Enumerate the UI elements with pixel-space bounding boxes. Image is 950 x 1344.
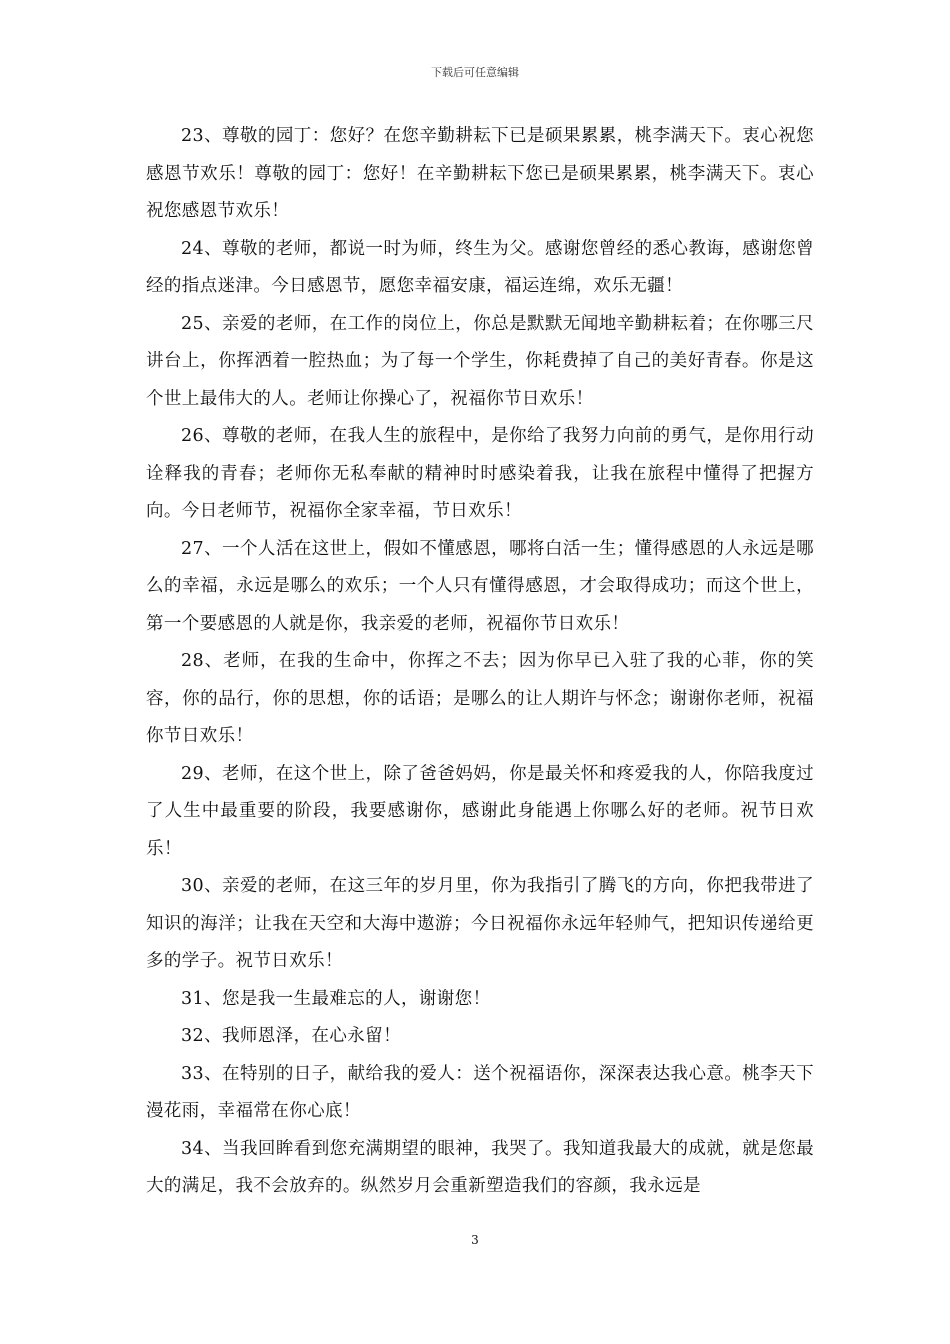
paragraph-26: 26、尊敬的老师，在我人生的旅程中，是你给了我努力向前的勇气，是你用行动诠释我的青春；老师你无私奉献的精神时时感染着我，让我在旅程中懂得了把握方向。今日老师节，祝福你全家幸福，节日欢乐！ [146, 426, 814, 521]
paragraph-23: 23、尊敬的园丁：您好？在您辛勤耕耘下已是硕果累累，桃李满天下。衷心祝您感恩节欢乐！尊敬的园丁：您好！在辛勤耕耘下您已是硕果累累，桃李满天下。衷心祝您感恩节欢乐！ [146, 126, 814, 221]
paragraph-29: 29、老师，在这个世上，除了爸爸妈妈，你是最关怀和疼爱我的人，你陪我度过了人生中最重要的阶段，我要感谢你，感谢此身能遇上你哪么好的老师。祝节日欢乐！ [146, 763, 814, 859]
document-body [146, 118, 814, 1206]
paragraph-28: 28、老师，在我的生命中，你挥之不去；因为你早已入驻了我的心菲，你的笑容，你的品行，你的思想，你的话语；是哪么的让人期许与怀念；谢谢你老师，祝福你节日欢乐！ [146, 651, 814, 746]
paragraph-25: 25、亲爱的老师，在工作的岗位上，你总是默默无闻地辛勤耕耘着；在你哪三尺讲台上，你挥洒着一腔热血；为了每一个学生，你耗费掉了自己的美好青春。你是这个世上最伟大的人。老师让你操心了，祝福你节日欢乐！ [146, 313, 814, 409]
paragraph-31: 31、您是我一生最难忘的人，谢谢您！ [181, 988, 491, 1009]
paragraph-32: 32、我师恩泽，在心永留！ [181, 1026, 401, 1046]
paragraph-27: 27、一个人活在这世上，假如不懂感恩，哪将白活一生；懂得感恩的人永远是哪么的幸福，永远是哪么的欢乐；一个人只有懂得感恩，才会取得成功；而这个世上，第一个要感恩的人就是你，我亲爱的老师，祝福你节日欢乐！ [146, 538, 814, 634]
paragraph-33: 33、在特别的日子，献给我的爱人：送个祝福语你，深深表达我心意。桃李天下漫花雨，幸福常在你心底！ [146, 1063, 814, 1121]
page-header: 下载后可任意编辑 [431, 66, 519, 79]
page-number: 3 [471, 1233, 479, 1247]
paragraph-30: 30、亲爱的老师，在这三年的岁月里，你为我指引了腾飞的方向，你把我带进了知识的海洋；让我在天空和大海中遨游；今日祝福你永远年轻帅气，把知识传递给更多的学子。祝节日欢乐！ [146, 876, 814, 971]
paragraph-34: 34、当我回眸看到您充满期望的眼神，我哭了。我知道我最大的成就，就是您最大的满足，我不会放弃的。纵然岁月会重新塑造我们的容颜，我永远是 [146, 1138, 814, 1196]
paragraph-24: 24、尊敬的老师，都说一时为师，终生为父。感谢您曾经的悉心教诲，感谢您曾经的指点迷津。今日感恩节，愿您幸福安康，福运连绵，欢乐无疆！ [146, 238, 814, 296]
